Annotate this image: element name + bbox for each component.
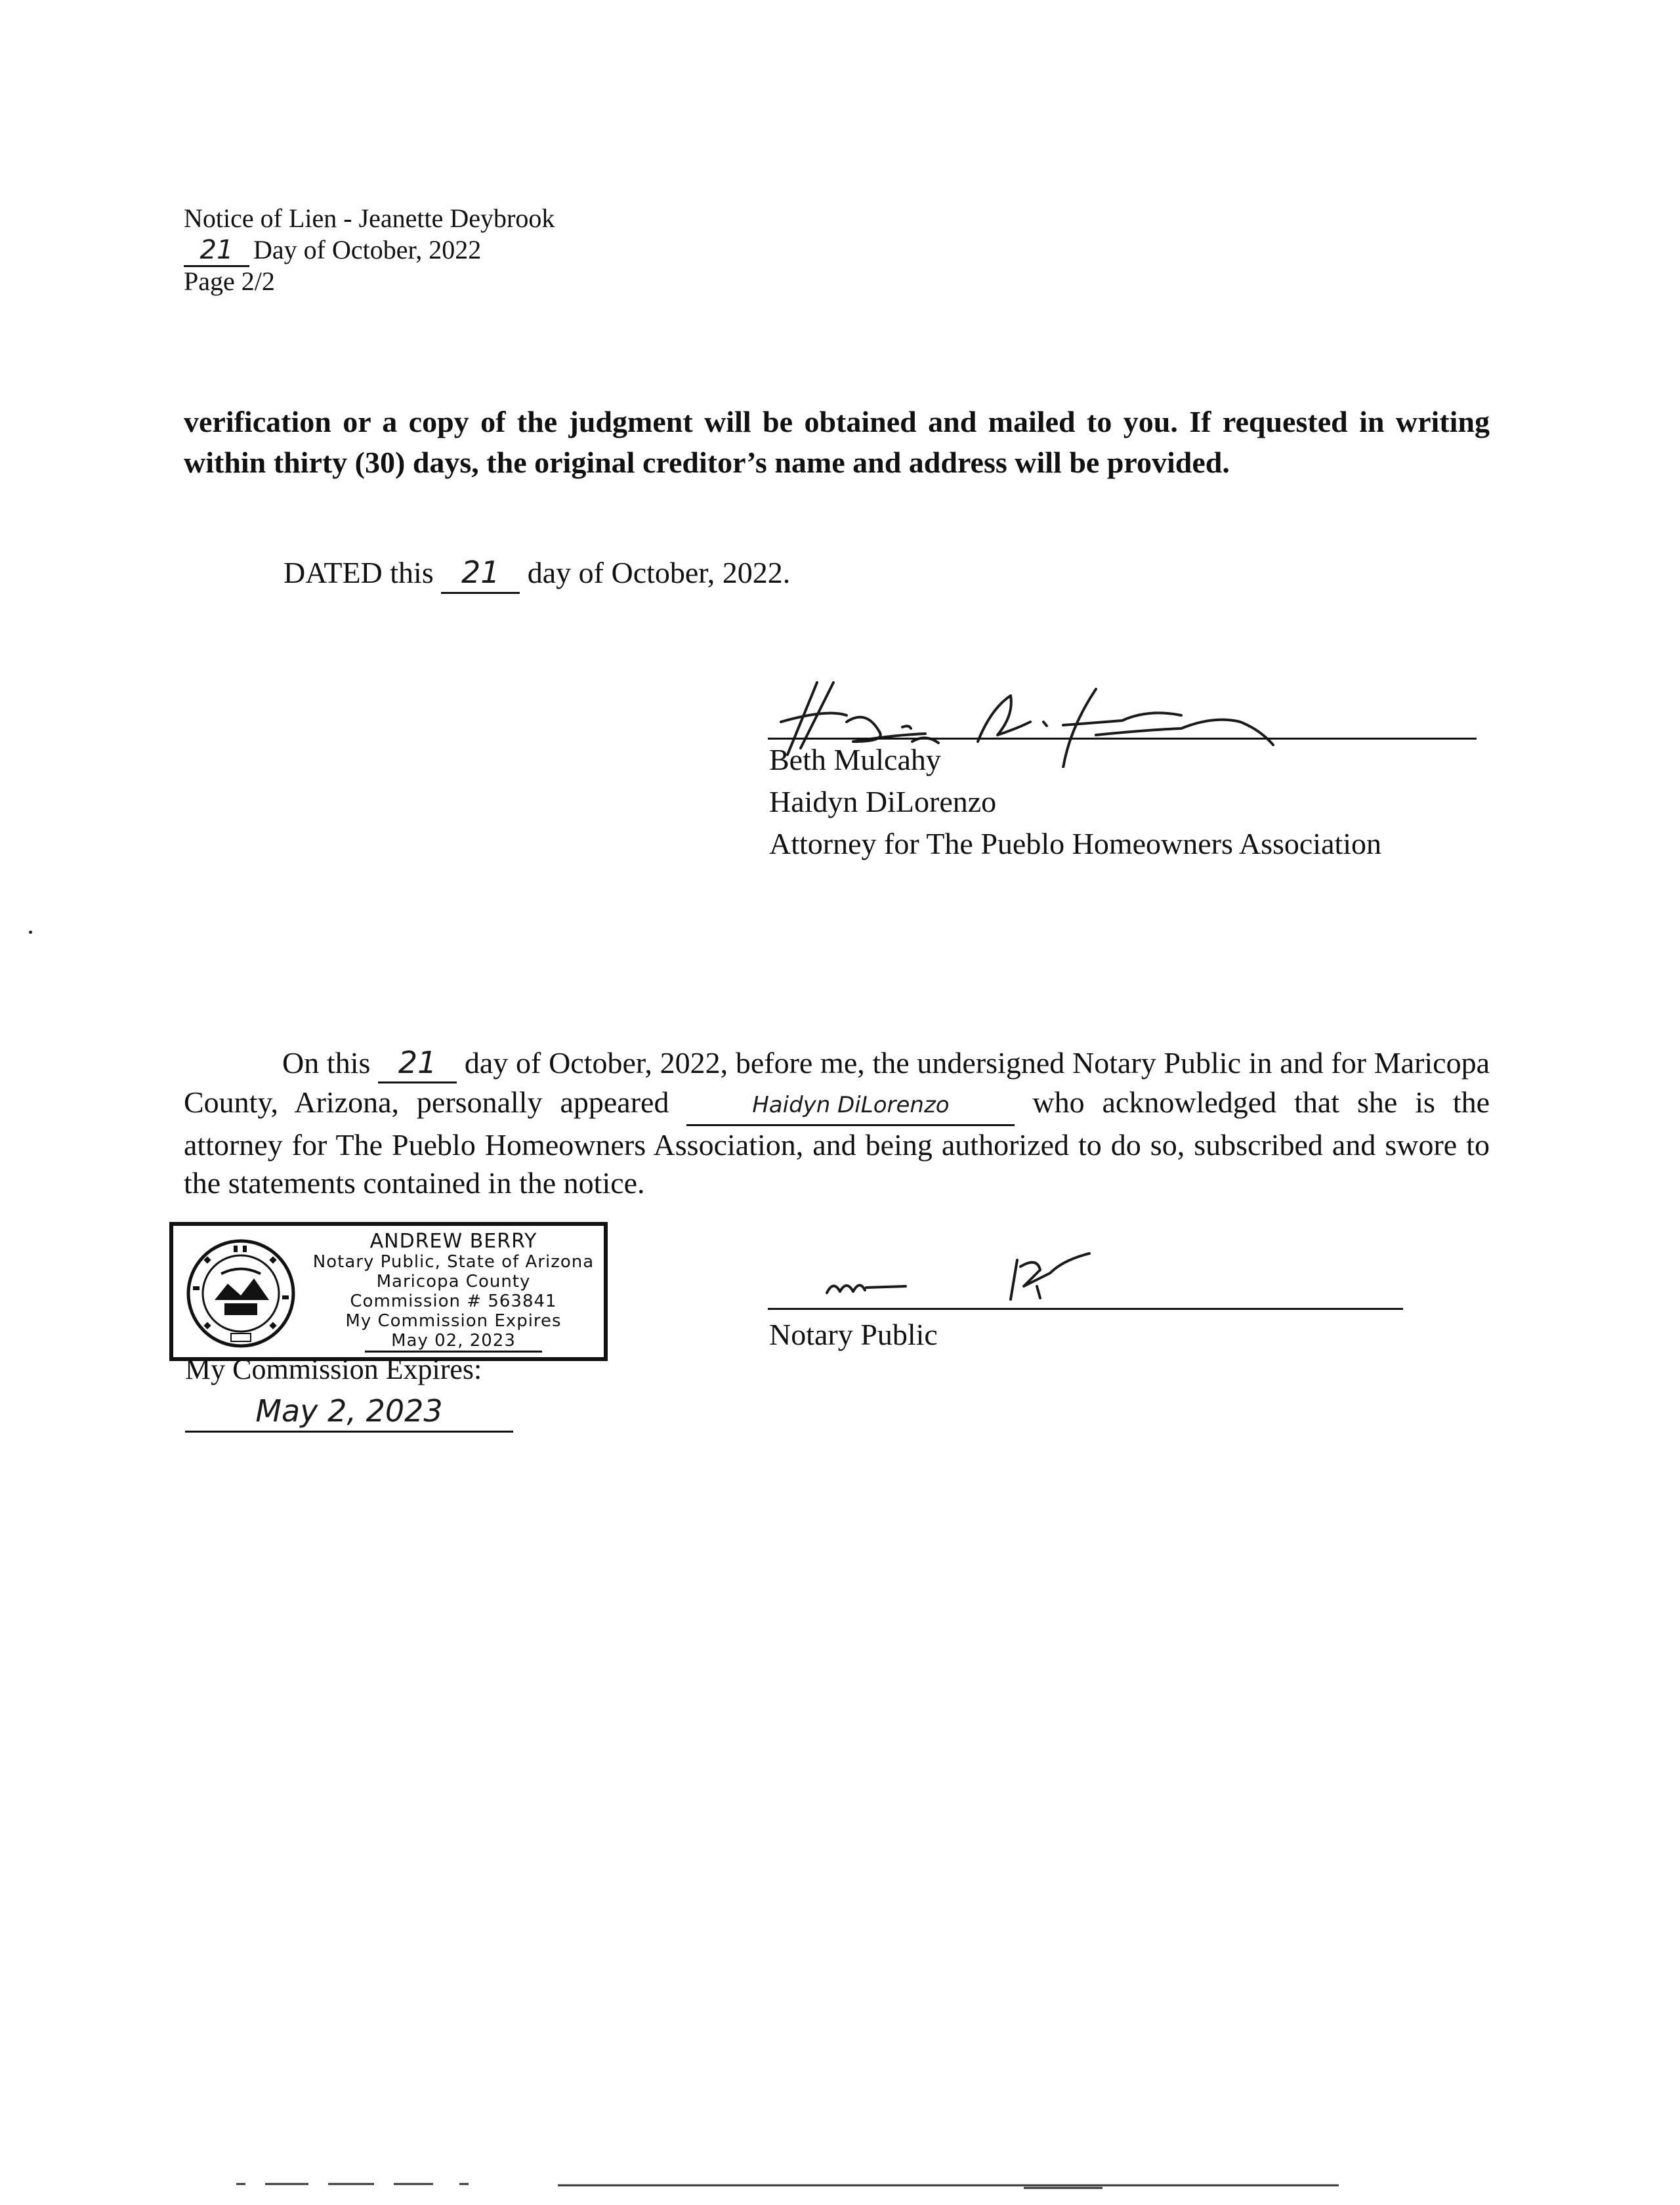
notary-day-handwritten: 21 (378, 1043, 457, 1083)
arizona-state-seal-icon (185, 1238, 297, 1349)
signer-title: Attorney for The Pueblo Homeowners Association (769, 827, 1382, 860)
signer-name-beth-mulcahy: Beth Mulcahy (769, 743, 941, 776)
stamp-expires-label: My Commission Expires (345, 1311, 562, 1331)
header-date-text: Day of October, 2022 (253, 235, 482, 264)
scan-speck (29, 931, 32, 934)
stamp-text-block (302, 1231, 605, 1353)
commission-expires-label: My Commission Expires: (185, 1353, 482, 1385)
notary-part3: who acknowledged that she is the attorney for The Pueblo Homeowners Association, and being authorized to do so, subscribed and swore to the statements contained in the notice. (184, 1085, 1490, 1200)
dated-prefix: DATED this (284, 556, 434, 589)
attorney-signature-line (768, 738, 1477, 740)
notary-signature-scribble (814, 1247, 1142, 1312)
notary-part2: day of October, 2022, before me, the undersigned Notary Public in and for Maricopa County, Arizona, personally appeared (184, 1046, 1490, 1119)
notary-stamp (169, 1222, 608, 1361)
dated-day-handwritten: 21 (441, 553, 520, 594)
stamp-notary-state: Notary Public, State of Arizona (312, 1252, 595, 1272)
stamp-county: Maricopa County (376, 1272, 531, 1292)
fax-transmission-artifacts (236, 2179, 1352, 2192)
stamp-notary-name: ANDREW BERRY (369, 1230, 537, 1253)
stamp-commission-number: Commission # 563841 (350, 1292, 557, 1311)
notary-signature-line (768, 1308, 1403, 1310)
notary-acknowledgment-paragraph (184, 1043, 1490, 1202)
notary-part1: On this (282, 1046, 371, 1080)
header-page-number: Page 2/2 (184, 266, 275, 296)
stamp-expiration-date: May 02, 2023 (365, 1331, 542, 1353)
dated-suffix: day of October, 2022. (527, 556, 791, 589)
signer-name-haidyn-dilorenzo: Haidyn DiLorenzo (769, 785, 997, 818)
header-document-title: Notice of Lien - Jeanette Deybrook (184, 203, 555, 233)
header-date-line (184, 234, 481, 267)
appeared-name-handwritten: Haidyn DiLorenzo (686, 1086, 1015, 1126)
header-day-handwritten: 21 (184, 235, 249, 267)
commission-expiration-handwritten: May 2, 2023 (185, 1391, 513, 1433)
lien-notice-paragraph: verification or a copy of the judgment will be obtained and mailed to you. If requested in writing within thirty (30) days, the original creditor’s name and address will be provided. (184, 405, 1490, 479)
notary-public-label: Notary Public (769, 1318, 938, 1351)
dated-line (284, 553, 790, 594)
